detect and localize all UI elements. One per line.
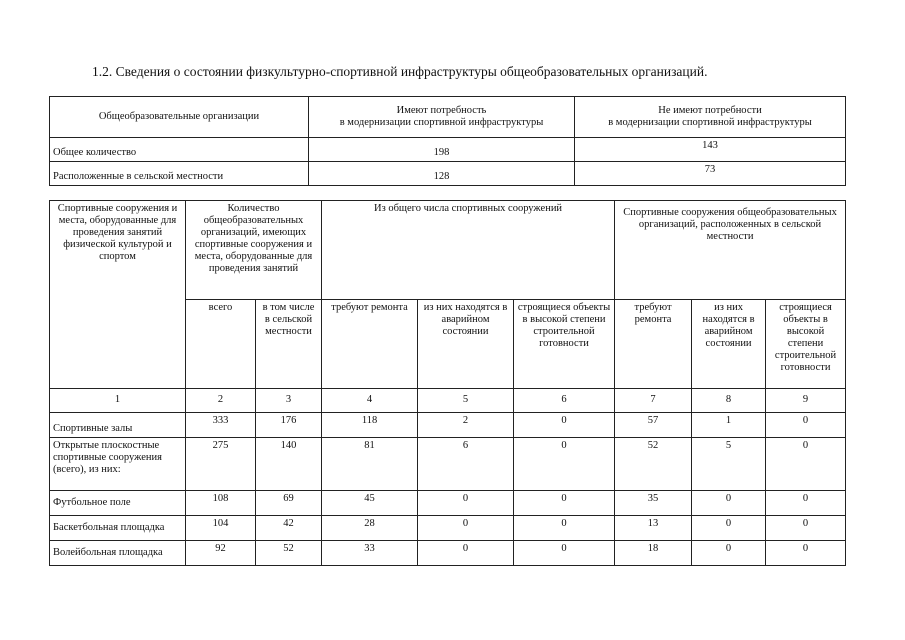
- summary-noneed-value: 73: [575, 162, 846, 186]
- cell-value: 0: [766, 438, 846, 491]
- cell-value: 0: [514, 541, 615, 566]
- cell-value: 0: [418, 491, 514, 516]
- subheader-repair: требуют ремонта: [322, 300, 418, 389]
- column-index: 1: [50, 389, 186, 413]
- subheader-rural-construction: строящиеся объекты в высокой степени строительной готовности: [766, 300, 846, 389]
- facilities-header-row: [50, 201, 846, 300]
- facilities-table: [49, 200, 846, 566]
- cell-value: 104: [186, 516, 256, 541]
- cell-value: 81: [322, 438, 418, 491]
- cell-value: 0: [692, 541, 766, 566]
- header-facilities: Спортивные сооружения и места, оборудованные для проведения занятий физической культурой и спортом: [50, 201, 186, 389]
- row-label: Футбольное поле: [50, 491, 186, 516]
- subheader-rural: в том числе в сельской местности: [256, 300, 322, 389]
- summary-noneed-value: 143: [575, 138, 846, 162]
- summary-table: [49, 96, 846, 186]
- table-row: [50, 438, 846, 491]
- cell-value: 176: [256, 413, 322, 438]
- summary-row-label: Общее количество: [50, 138, 309, 162]
- summary-need-value: 128: [309, 162, 575, 186]
- summary-header-noneed: Не имеют потребности в модернизации спортивной инфраструктуры: [575, 97, 846, 138]
- cell-value: 0: [418, 516, 514, 541]
- header-count: Количество общеобразовательных организаций, имеющих спортивные сооружения и места, оборудованные для проведения занятий: [186, 201, 322, 300]
- table-row: [50, 413, 846, 438]
- cell-value: 57: [615, 413, 692, 438]
- subheader-emergency: из них находятся в аварийном состоянии: [418, 300, 514, 389]
- cell-value: 52: [615, 438, 692, 491]
- header-rural: Спортивные сооружения общеобразовательных организаций, расположенных в сельской местности: [615, 201, 846, 300]
- column-index: 3: [256, 389, 322, 413]
- cell-value: 118: [322, 413, 418, 438]
- section-heading: 1.2. Сведения о состоянии физкультурно-спортивной инфраструктуры общеобразовательных организаций.: [92, 64, 708, 79]
- cell-value: 0: [514, 491, 615, 516]
- column-index: 5: [418, 389, 514, 413]
- cell-value: 333: [186, 413, 256, 438]
- cell-value: 69: [256, 491, 322, 516]
- table-row: [50, 541, 846, 566]
- column-index: 7: [615, 389, 692, 413]
- summary-header-org: Общеобразовательные организации: [50, 97, 309, 138]
- cell-value: 1: [692, 413, 766, 438]
- cell-value: 92: [186, 541, 256, 566]
- cell-value: 0: [692, 516, 766, 541]
- summary-header-row: [50, 97, 846, 138]
- cell-value: 45: [322, 491, 418, 516]
- subheader-rural-repair: требуют ремонта: [615, 300, 692, 389]
- cell-value: 0: [514, 516, 615, 541]
- cell-value: 6: [418, 438, 514, 491]
- row-label: Открытые плоскостные спортивные сооружения (всего), из них:: [50, 438, 186, 491]
- cell-value: 18: [615, 541, 692, 566]
- summary-header-need: Имеют потребность в модернизации спортивной инфраструктуры: [309, 97, 575, 138]
- column-index: 4: [322, 389, 418, 413]
- cell-value: 275: [186, 438, 256, 491]
- cell-value: 2: [418, 413, 514, 438]
- summary-row: [50, 162, 846, 186]
- column-index: 8: [692, 389, 766, 413]
- column-index-row: [50, 389, 846, 413]
- table-row: [50, 516, 846, 541]
- cell-value: 28: [322, 516, 418, 541]
- cell-value: 108: [186, 491, 256, 516]
- column-index: 2: [186, 389, 256, 413]
- row-label: Волейбольная площадка: [50, 541, 186, 566]
- cell-value: 0: [418, 541, 514, 566]
- cell-value: 0: [514, 413, 615, 438]
- summary-need-value: 198: [309, 138, 575, 162]
- cell-value: 0: [766, 541, 846, 566]
- column-index: 9: [766, 389, 846, 413]
- summary-row: [50, 138, 846, 162]
- subheader-total: всего: [186, 300, 256, 389]
- cell-value: 52: [256, 541, 322, 566]
- cell-value: 0: [692, 491, 766, 516]
- cell-value: 33: [322, 541, 418, 566]
- subheader-construction: строящиеся объекты в высокой степени строительной готовности: [514, 300, 615, 389]
- row-label: Спортивные залы: [50, 413, 186, 438]
- column-index: 6: [514, 389, 615, 413]
- subheader-rural-emergency: из них находятся в аварийном состоянии: [692, 300, 766, 389]
- summary-row-label: Расположенные в сельской местности: [50, 162, 309, 186]
- cell-value: 5: [692, 438, 766, 491]
- cell-value: 140: [256, 438, 322, 491]
- cell-value: 0: [766, 491, 846, 516]
- table-row: [50, 491, 846, 516]
- header-of-total: Из общего числа спортивных сооружений: [322, 201, 615, 300]
- cell-value: 42: [256, 516, 322, 541]
- cell-value: 0: [766, 516, 846, 541]
- row-label: Баскетбольная площадка: [50, 516, 186, 541]
- cell-value: 13: [615, 516, 692, 541]
- cell-value: 35: [615, 491, 692, 516]
- cell-value: 0: [514, 438, 615, 491]
- cell-value: 0: [766, 413, 846, 438]
